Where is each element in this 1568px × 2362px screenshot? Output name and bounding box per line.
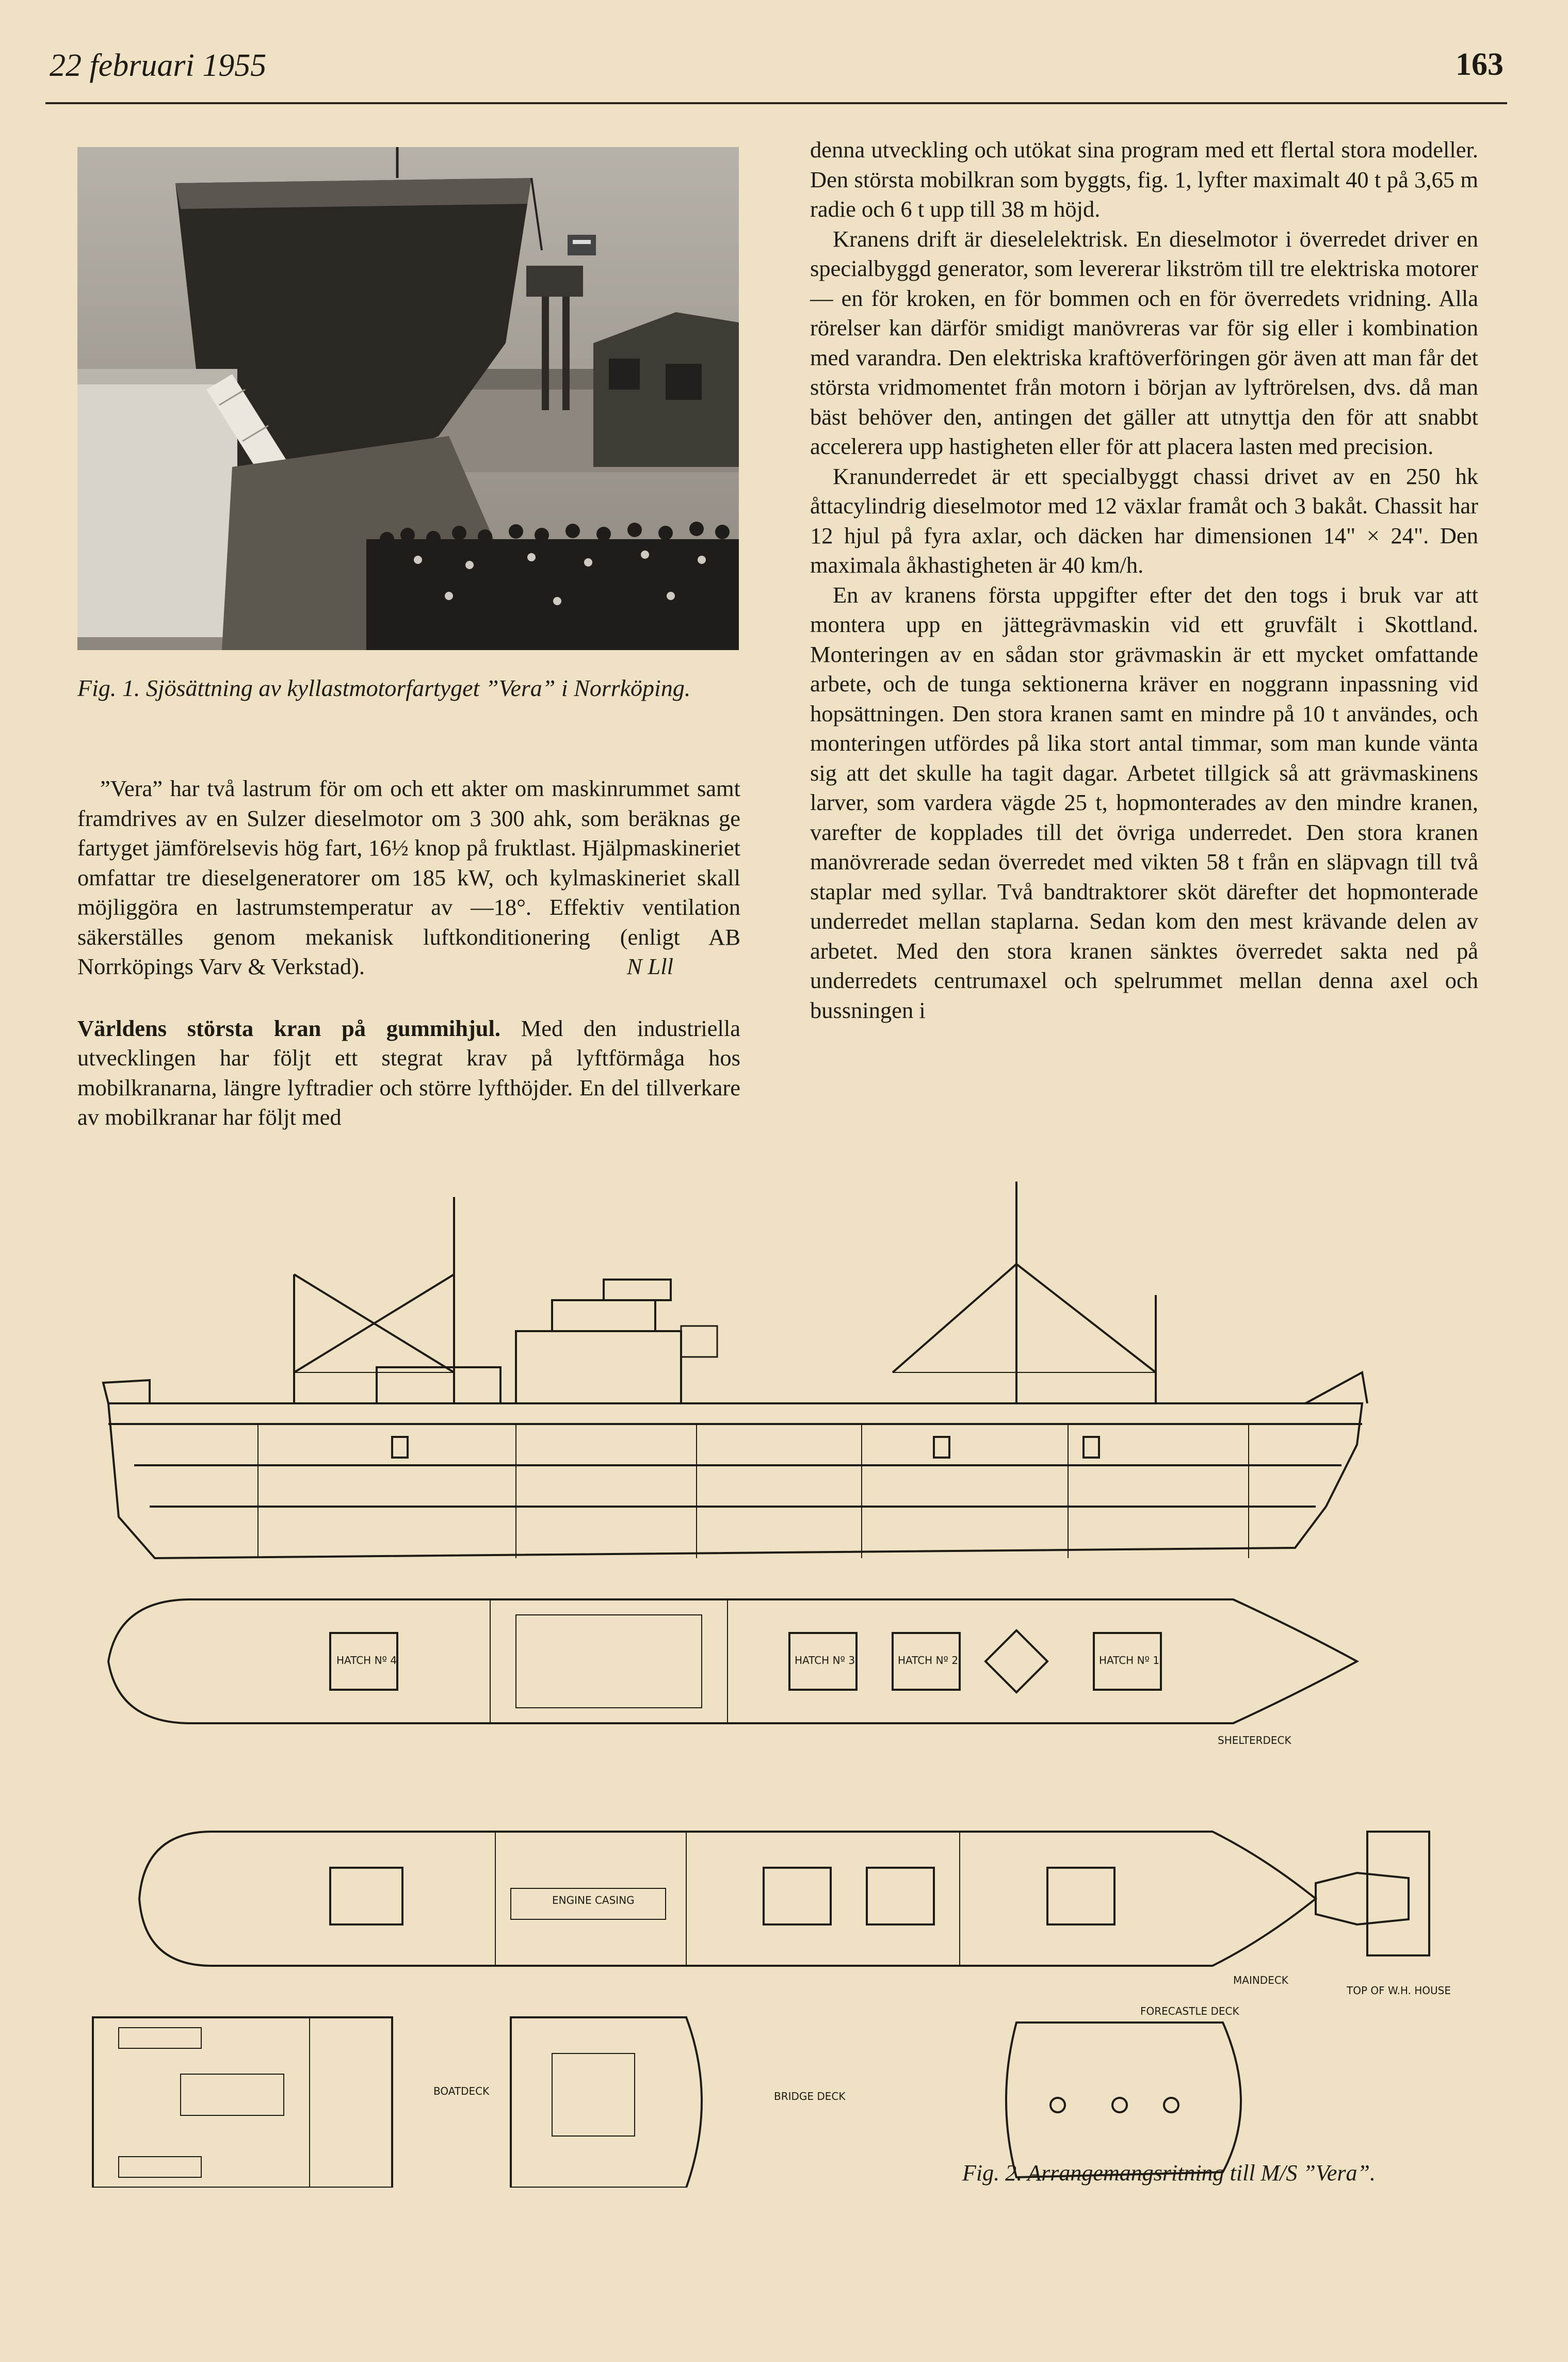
header-date: 22 februari 1955 <box>50 48 267 83</box>
label-boatdeck: BOATDECK <box>433 2085 490 2097</box>
author-signature: N Lll <box>626 953 673 979</box>
figure2-caption: Fig. 2. Arrangemangsritning till M/S ”Vera”. <box>962 2160 1376 2186</box>
crane-paragraph-3: Kranunderredet är ett specialbyggt chassi drivet av en 250 hk åttacylindrig dieselmotor med 12 växlar framåt och 3 bakåt. Chassit har 12 hjul på fyra axlar, och däcken har dimensionen 14" × 24". Den maximala åkhastigheten är 40 km/h. <box>810 463 1478 578</box>
label-maindeck: MAINDECK <box>1233 1974 1288 1986</box>
label-hatch-2: HATCH Nº 2 <box>898 1654 959 1667</box>
top-of-wheelhouse-plan <box>1316 1832 1429 1955</box>
crane-paragraph-2: Kranens drift är dieselelektrisk. En dieselmotor i överredet driver en specialbyggd generator, som levererar likström till tre elektriska motorer — en för kroken, en för bommen och en för överredets vridning. Alla rörelser kan därför smidigt manövreras var för sig eller i kombination med varandra. Den elektriska kraftöverföringen gör även att man får det största vridmomentet från motorn i början av lyftrörelsen, dvs. då man bäst behöver den, antingen det gäller att utnyttja den för att snabbt accelerera upp hastigheten eller för att placera lasten med precision. <box>810 225 1478 459</box>
header-rule <box>45 102 1507 104</box>
page-number: 163 <box>1456 47 1504 82</box>
ship-arrangement-drawing <box>88 1176 1496 2188</box>
label-forecastle: FORECASTLE DECK <box>1140 2005 1239 2017</box>
crane-intro-paragraph <box>77 1014 740 1133</box>
label-top-wheelhouse: TOP OF W.H. HOUSE <box>1347 1984 1451 1997</box>
crane-heading: Världens största kran på gummihjul. <box>77 1015 501 1041</box>
label-shelterdeck: SHELTERDECK <box>1218 1734 1291 1746</box>
crane-intro: Med den industriella utvecklingen har följt ett stegrat krav på lyftförmåga hos mobilkranarna, längre lyftradier och större lyfthöjder. En del tillverkare av mobilkranar har följt med <box>77 1015 741 1130</box>
figure1-caption: Fig. 1. Sjösättning av kyllastmotorfartyget ”Vera” i Norrköping. <box>77 675 691 701</box>
label-engine-casing: ENGINE CASING <box>552 1894 635 1906</box>
boatdeck-plan <box>93 2017 392 2188</box>
maindeck-plan <box>139 1832 1316 1966</box>
forecastle-deck-plan <box>1006 2023 1241 2177</box>
label-hatch-1: HATCH Nº 1 <box>1099 1654 1160 1667</box>
bridge-deck-plan <box>511 2017 702 2188</box>
shelterdeck-plan <box>108 1599 1357 1723</box>
label-hatch-4: HATCH Nº 4 <box>336 1654 397 1667</box>
label-hatch-3: HATCH Nº 3 <box>795 1654 855 1667</box>
ship-side-profile <box>103 1182 1367 1558</box>
article-column-left <box>77 774 740 1133</box>
article-column-right <box>810 135 1478 1025</box>
label-bridge-deck: BRIDGE DECK <box>774 2090 846 2102</box>
ship-launch-photo <box>77 147 739 650</box>
crane-paragraph-1: denna utveckling och utökat sina program med ett flertal stora modeller. Den största mobilkran som byggts, fig. 1, lyfter maximalt 40 t på 3,65 m radie och 6 t upp till 38 m höjd. <box>810 137 1478 222</box>
crane-paragraph-4: En av kranens första uppgifter efter det den togs i bruk var att montera upp en jättegrävmaskin vid ett gruvfält i Skottland. Monteringen av en sådan stor grävmaskin är ett mycket omfattande arbete, och de tunga sektionerna kräver en noggrann inpassning vid hopsättningen. Den stora kranen samt en mindre på 10 t användes, och monteringen utfördes på lika stort antal timmar, som man kunde vänta sig att det skulle ha tagit dagar. Arbetet tillgick så att grävmaskinens larver, som vardera vägde 25 t, hopmonterades av den mindre kranen, varefter de kopplades till det övriga underredet. Den stora kranen manövrerade sedan överredet med vikten 58 t från en släpvagn till två staplar med syllar. Två bandtraktorer sköt därefter det hopmonterade underredet mellan staplarna. Sedan kom den mest krävande delen av arbetet. Med den stora kranen sänktes överredet sakta ned på underredets centrumaxel och spelrummet mellan denna axel och bussningen i <box>810 581 1478 1023</box>
vera-paragraph <box>77 774 740 982</box>
vera-text: ”Vera” har två lastrum för om och ett akter om maskinrummet samt framdrives av en Sulzer dieselmotor om 3 300 ahk, som beräknas ge fartyget jämförelsevis hög fart, 16½ knop på fruktlast. Hjälpmaskineriet omfattar tre dieselgeneratorer om 185 kW, och kylmaskineriet skall möjliggöra en lastrumstemperatur av —18°. Effektiv ventilation säkerställes genom mekanisk luftkonditionering (enligt AB Norrköpings Varv & Verkstad). <box>77 775 740 979</box>
